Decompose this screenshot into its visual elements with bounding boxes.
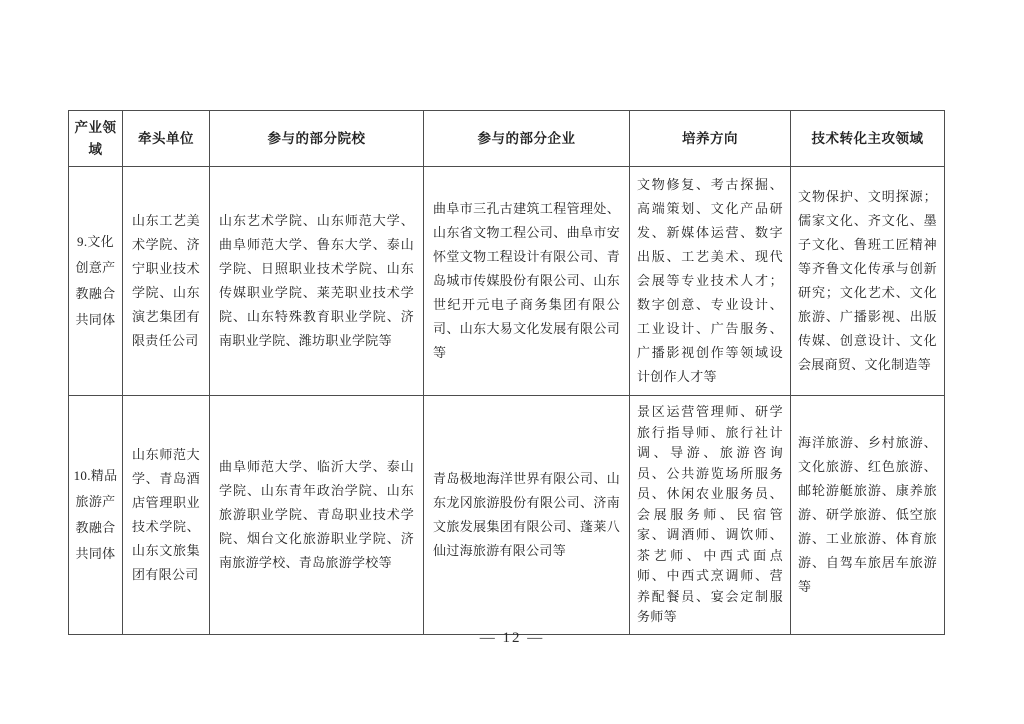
- cell-training-direction: 文物修复、考古探掘、高端策划、文化产品研发、新媒体运营、数字出版、工艺美术、现代会展等专业技术人才；数字创意、专业设计、工业设计、广告服务、广播影视创作等领域设计创作人才等: [630, 167, 791, 396]
- page-number: — 12 —: [479, 630, 545, 646]
- cell-industry-field: 9.文化创意产教融合共同体: [69, 167, 123, 396]
- header-tech-transfer: 技术转化主攻领域: [791, 111, 945, 167]
- cell-tech-transfer: 海洋旅游、乡村旅游、文化旅游、红色旅游、邮轮游艇旅游、康养旅游、研学旅游、低空旅游、工业旅游、体育旅游、自驾车旅居车旅游等: [791, 396, 945, 635]
- cell-colleges: 山东艺术学院、山东师范大学、曲阜师范大学、鲁东大学、泰山学院、日照职业技术学院、山东传媒职业学院、莱芜职业技术学院、山东特殊教育职业学院、济南职业学院、潍坊职业学院等: [210, 167, 424, 396]
- cell-colleges: 曲阜师范大学、临沂大学、泰山学院、山东青年政治学院、山东旅游职业学院、青岛职业技术学院、烟台文化旅游职业学院、济南旅游学校、青岛旅游学校等: [210, 396, 424, 635]
- header-industry-field: 产业领域: [69, 111, 123, 167]
- header-training-direction: 培养方向: [630, 111, 791, 167]
- cell-enterprises: 曲阜市三孔古建筑工程管理处、山东省文物工程公司、曲阜市安怀堂文物工程设计有限公司、青岛城市传媒股份有限公司、山东世纪开元电子商务集团有限公司、山东大易文化发展有限公司等: [424, 167, 630, 396]
- table-row: [69, 396, 945, 635]
- industry-education-table: [68, 110, 945, 635]
- table-header-row: [69, 111, 945, 167]
- cell-industry-field: 10.精品旅游产教融合共同体: [69, 396, 123, 635]
- cell-training-direction: 景区运营管理师、研学旅行指导师、旅行社计调、导游、旅游咨询员、公共游览场所服务员、休闲农业服务员、会展服务师、民宿管家、调酒师、调饮师、茶艺师、中西式面点师、中西式烹调师、营养配餐员、宴会定制服务师等: [630, 396, 791, 635]
- cell-lead-unit: 山东工艺美术学院、济宁职业技术学院、山东演艺集团有限责任公司: [123, 167, 210, 396]
- header-enterprises: 参与的部分企业: [424, 111, 630, 167]
- header-colleges: 参与的部分院校: [210, 111, 424, 167]
- table-row: [69, 167, 945, 396]
- cell-lead-unit: 山东师范大学、青岛酒店管理职业技术学院、山东文旅集团有限公司: [123, 396, 210, 635]
- cell-tech-transfer: 文物保护、文明探源；儒家文化、齐文化、墨子文化、鲁班工匠精神等齐鲁文化传承与创新研究；文化艺术、文化旅游、广播影视、出版传媒、创意设计、文化会展商贸、文化制造等: [791, 167, 945, 396]
- header-lead-unit: 牵头单位: [123, 111, 210, 167]
- cell-enterprises: 青岛极地海洋世界有限公司、山东龙冈旅游股份有限公司、济南文旅发展集团有限公司、蓬莱八仙过海旅游有限公司等: [424, 396, 630, 635]
